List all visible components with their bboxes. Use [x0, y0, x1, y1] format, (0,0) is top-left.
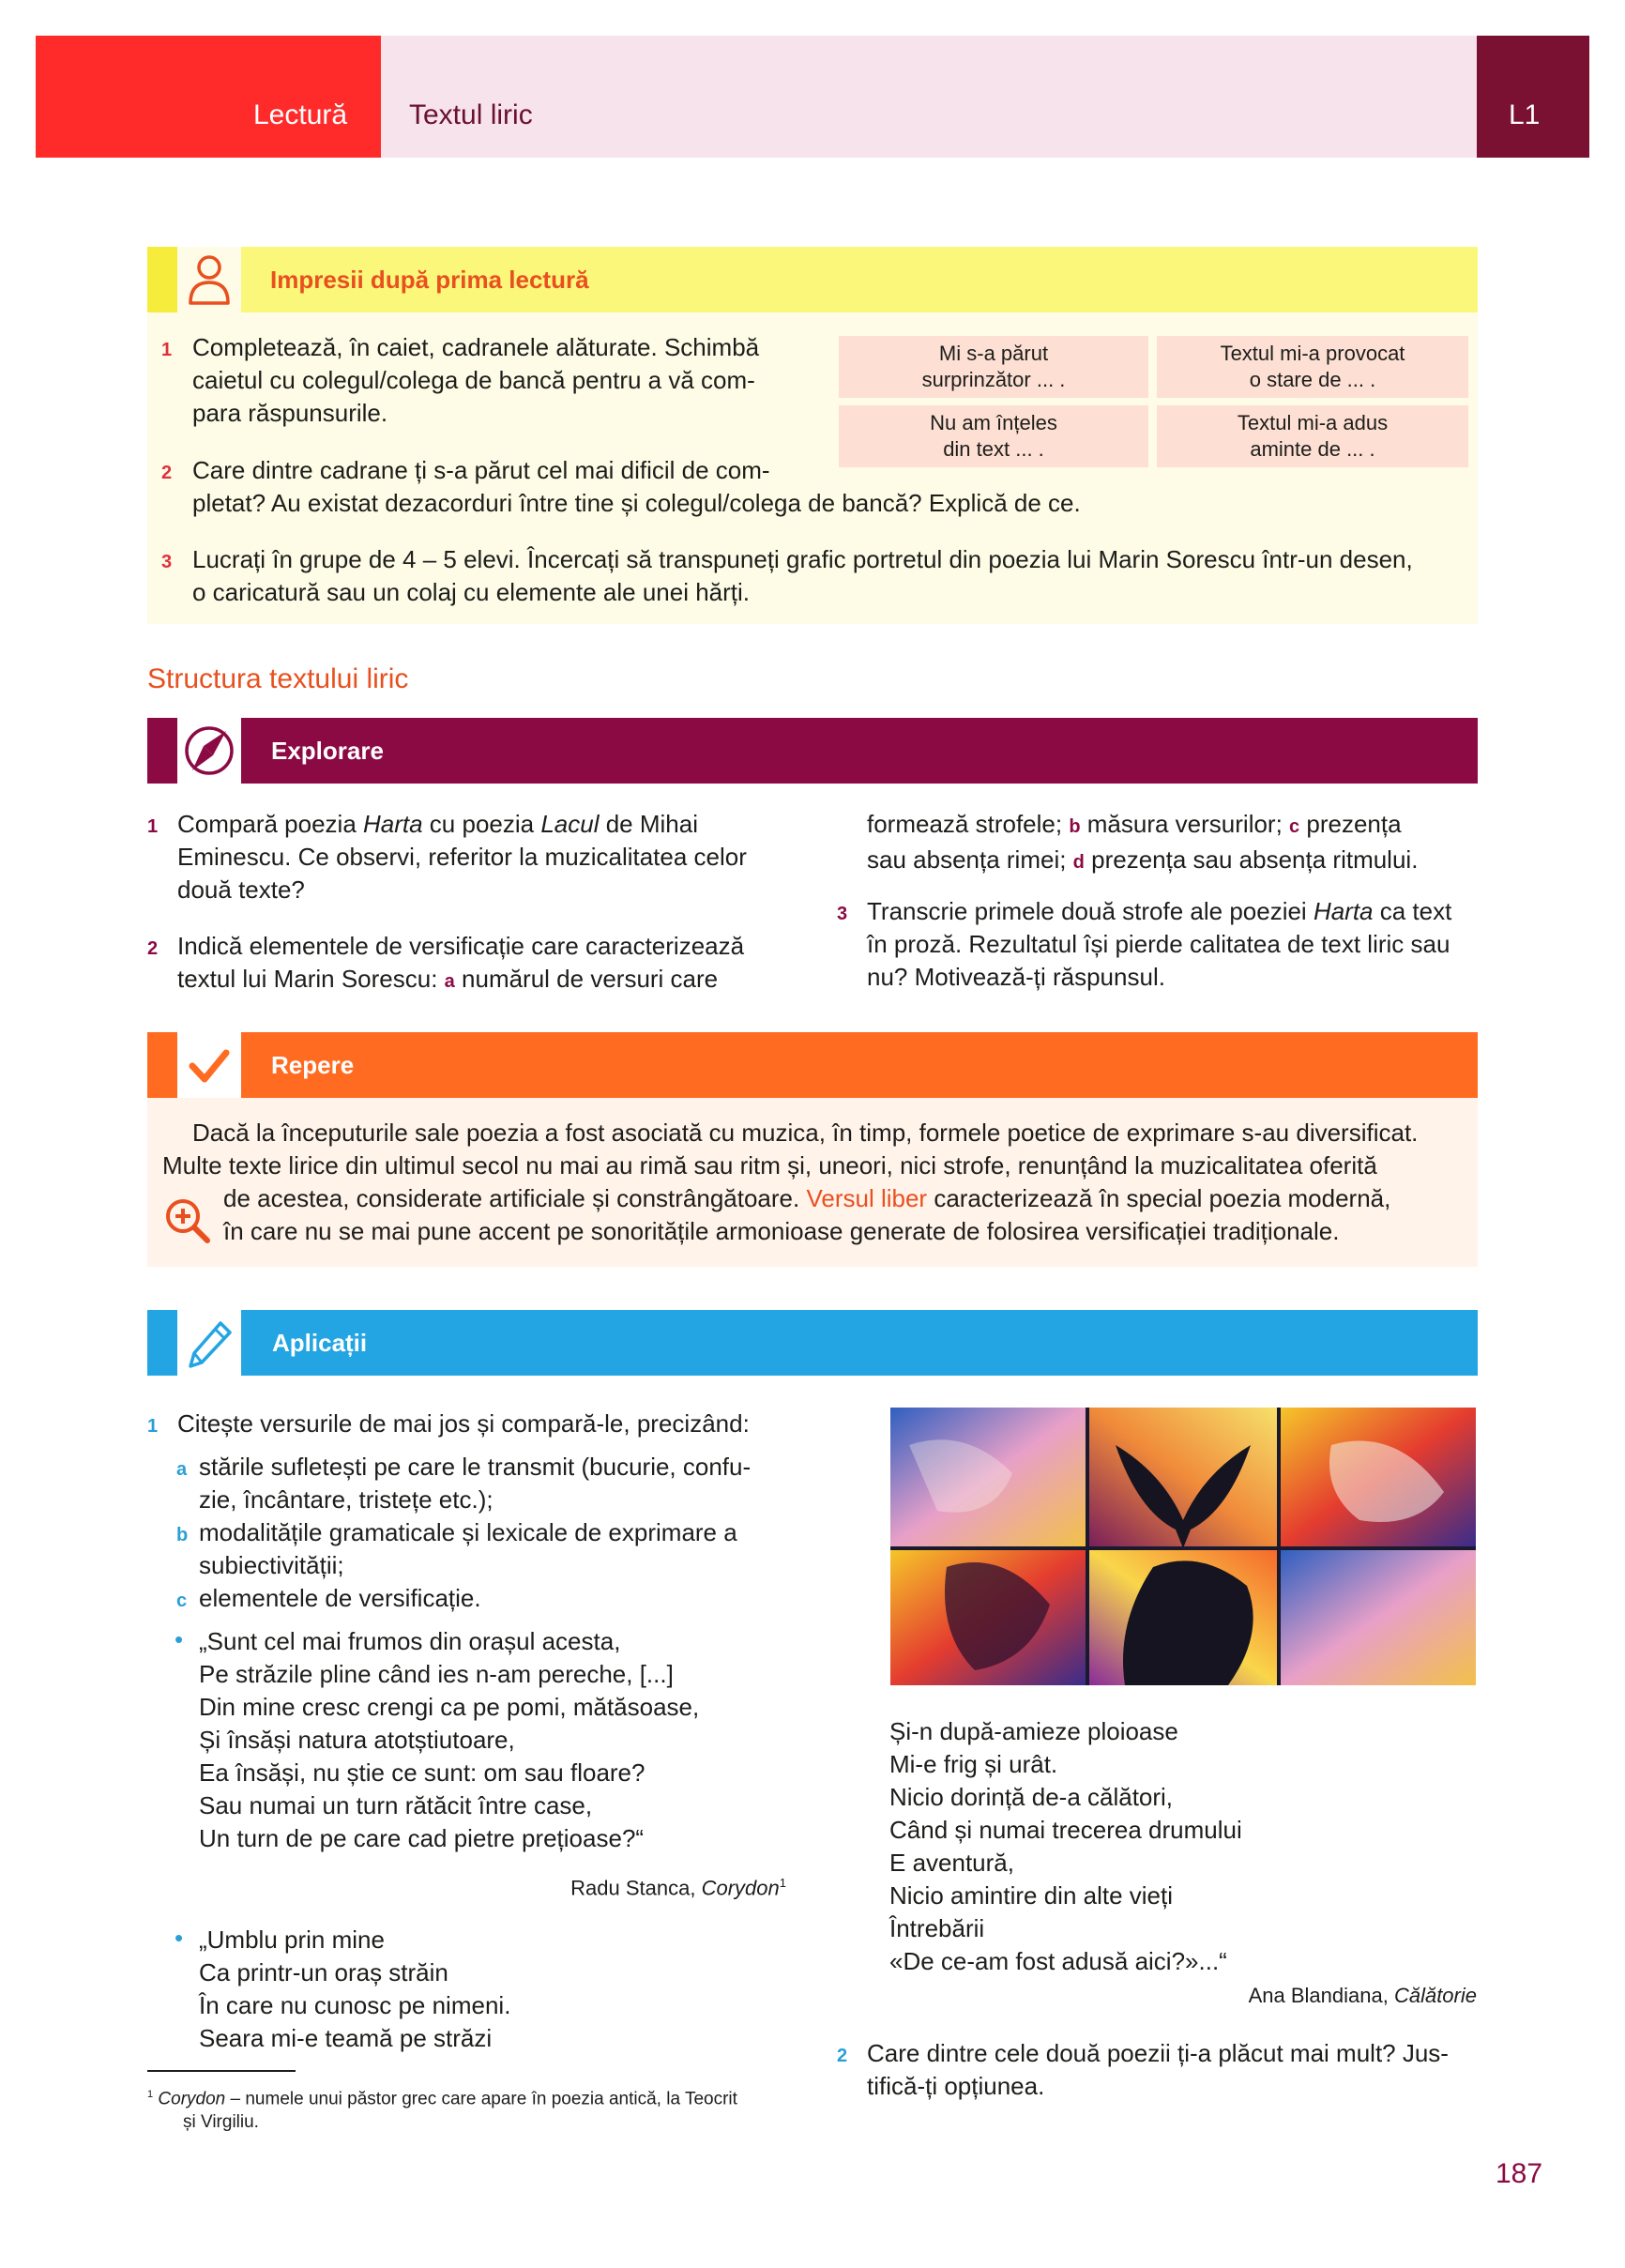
aplicatii-q1: Citește versurile de mai jos și compară-le, precizând:: [177, 1409, 750, 1438]
repere-line: Multe texte lirice din ultimul secol nu mai au rimă sau ritm și, uneori, nici strofe, renunțând la muzicalitatea oferită: [162, 1151, 1377, 1180]
item-letter: b: [176, 1525, 189, 1545]
impresii-q1: [192, 331, 759, 430]
poem-line: Când și numai trecerea drumului: [889, 1816, 1242, 1844]
text-line: pletat? Au existat dezacorduri între tine și colegul/colega de bancă? Explică de ce.: [192, 489, 1081, 517]
text-line: Care dintre cele două poezii ți-a plăcut mai mult? Jus-: [867, 2039, 1449, 2067]
text-line: două texte?: [177, 875, 305, 904]
cell-line: Textul mi-a adus: [1237, 411, 1389, 434]
poem-line: Ca printr-un oraș străin: [199, 1958, 448, 1986]
aplicatii-item-c: elementele de versificație.: [199, 1584, 481, 1612]
explorare-q2: [177, 930, 787, 998]
header-section-band: [36, 36, 381, 158]
poem-calatorie: [199, 1924, 510, 2055]
repere-line: Dacă la începuturile sale poezia a fost asociată cu muzica, în timp, formele poetice de exprimare s-au diversificat.: [192, 1119, 1419, 1147]
item-letter: c: [176, 1591, 188, 1611]
poem-corydon: [199, 1625, 699, 1855]
explorare-title: Explorare: [271, 737, 384, 765]
checkmark-icon: [177, 1032, 241, 1098]
repere-line: de acestea, considerate artificiale și constrângătoare. Versul liber caracterizează în special poezia modernă,: [223, 1184, 1391, 1212]
aplicatii-q2: [867, 2037, 1449, 2103]
text-line: Transcrie primele două strofe ale poeziei Harta ca text: [867, 897, 1452, 925]
question-number: 2: [161, 463, 173, 483]
poem-line: Sau numai un turn rătăcit între case,: [199, 1791, 593, 1819]
compass-icon: [177, 718, 241, 784]
text-line: modalitățile gramaticale și lexicale de exprimare a: [199, 1518, 737, 1546]
text-line: textul lui Marin Sorescu: a numărul de versuri care: [177, 965, 719, 993]
explorare-q2-continued: [867, 808, 1477, 879]
text-line: Eminescu. Ce observi, referitor la muzicalitatea celor: [177, 843, 747, 871]
text-line: Indică elementele de versificație care caracterizează: [177, 932, 745, 960]
header-title: Textul liric: [409, 99, 533, 130]
poem-line: Ea însăși, nu știe ce sunt: om sau floare?: [199, 1758, 645, 1787]
text-line: Lucrați în grupe de 4 – 5 elevi. Încercați să transpuneți grafic portretul din poezia lui Marin Sorescu într-un desen,: [192, 545, 1413, 573]
explorare-q1: [177, 808, 787, 906]
poem-line: «De ce-am fost adusă aici?»...“: [889, 1947, 1227, 1975]
quadrant-cell: [839, 336, 1148, 398]
question-number: 1: [147, 816, 159, 837]
section-heading: Structura textului liric: [147, 663, 409, 694]
poem-line: Un turn de pe care cad pietre prețioase?“: [199, 1824, 645, 1852]
repere-line: în care nu se mai pune accent pe sonoritățile armonioase generate de folosirea versificației tradiționale.: [223, 1217, 1340, 1245]
text-line: para răspunsurile.: [192, 399, 388, 427]
aplicatii-item-b: [199, 1516, 737, 1582]
repere-title: Repere: [271, 1051, 355, 1079]
text-line: stările sufletești pe care le transmit (bucurie, confu-: [199, 1453, 752, 1481]
cell-line: Nu am înțeles: [930, 411, 1057, 434]
impresii-q3: [192, 543, 1413, 609]
cell-line: aminte de ... .: [1250, 437, 1375, 461]
poem-line: Nicio dorință de-a călători,: [889, 1783, 1174, 1811]
pencil-icon: [177, 1310, 241, 1376]
footnote-line-1: $^1$ Corydon – numele unui păstor grec care apare în poezia antică, la Teocrit: [147, 2089, 737, 2109]
text-line: zie, încântare, tristețe etc.);: [199, 1485, 494, 1514]
person-icon: [177, 247, 241, 312]
cell-line: surprinzător ... .: [921, 368, 1066, 391]
text-line: subiectivității;: [199, 1551, 344, 1579]
poem-line: Din mine cresc crengi ca pe pomi, mătăsoase,: [199, 1693, 700, 1721]
poem-line: Și-n după-amieze ploioase: [889, 1717, 1178, 1745]
poem-line: Întrebării: [889, 1914, 985, 1942]
text-line: sau absența rimei; d prezența sau absența ritmului.: [867, 845, 1419, 874]
text-line: o caricatură sau un colaj cu elemente ale unei hărți.: [192, 578, 751, 606]
poem-line: Mi-e frig și urât.: [889, 1750, 1058, 1778]
header-code-band: [1477, 36, 1589, 158]
text-line: nu? Motivează-ți răspunsul.: [867, 963, 1165, 991]
footnote-line-2: și Virgiliu.: [183, 2112, 259, 2133]
question-number: 1: [147, 1416, 159, 1437]
poem-line: Și însăși natura atotștiutoare,: [199, 1726, 515, 1754]
text-line: în proză. Rezultatul își pierde calitatea de text liric sau: [867, 930, 1450, 958]
bullet: •: [175, 1924, 184, 1952]
text-line: formează strofele; b măsura versurilor; c prezența: [867, 810, 1402, 838]
text-line: Completează, în caiet, cadranele alăturate. Schimbă: [192, 333, 760, 361]
footnote: [147, 2083, 737, 2134]
lesson-code: L1: [1509, 99, 1541, 130]
impresii-strip: [147, 247, 177, 312]
versul-liber-term: Versul liber: [806, 1184, 928, 1212]
footnote-divider: [147, 2070, 296, 2072]
poem-line: Nicio amintire din alte vieți: [889, 1881, 1174, 1910]
text-line: Care dintre cadrane ți s-a părut cel mai dificil de com-: [192, 456, 770, 484]
poem-line: Pe străzile pline când ies n-am pereche, [...]: [199, 1660, 674, 1688]
question-number: 2: [837, 2046, 848, 2066]
poem-line: E aventură,: [889, 1849, 1014, 1877]
poem-line: În care nu cunosc pe nimeni.: [199, 1991, 511, 2019]
impresii-q2: [192, 454, 1081, 520]
explorare-q3: [867, 895, 1477, 994]
question-number: 3: [837, 904, 848, 924]
header-title-band: [381, 36, 1477, 158]
question-number: 1: [161, 340, 173, 360]
text-line: caietul cu colegul/colega de bancă pentru a vă com-: [192, 366, 755, 394]
poem-line: „Sunt cel mai frumos din orașul acesta,: [199, 1627, 621, 1655]
quadrant-cell: [1157, 336, 1468, 398]
cell-line: o stare de ... .: [1249, 368, 1376, 391]
poem-calatorie-source: Ana Blandiana, Călătorie: [1248, 1984, 1477, 2007]
impresii-title: Impresii după prima lectură: [270, 266, 589, 294]
cell-line: Textul mi-a provocat: [1220, 342, 1405, 365]
page-number: 187: [1496, 2158, 1543, 2189]
question-number: 2: [147, 938, 159, 959]
item-letter: a: [176, 1459, 188, 1480]
poem-line: Seara mi-e teamă pe străzi: [199, 2024, 493, 2052]
poem-line: „Umblu prin mine: [199, 1926, 385, 1954]
poem-calatorie-continued: [889, 1715, 1242, 1978]
abstract-painting-image: [890, 1408, 1476, 1685]
aplicatii-item-a: [199, 1451, 751, 1516]
bullet: •: [175, 1625, 184, 1653]
text-line: tifică-ți opțiunea.: [867, 2072, 1045, 2100]
question-number: 3: [161, 552, 173, 572]
quadrant-cell: [1157, 405, 1468, 467]
header-section-label: Lectură: [253, 99, 348, 130]
poem-corydon-source: Radu Stanca, Corydon$^1$: [570, 1876, 786, 1900]
magnifier-plus-icon: [162, 1195, 211, 1249]
aplicatii-title: Aplicații: [272, 1329, 368, 1357]
cell-line: din text ... .: [943, 437, 1044, 461]
cell-line: Mi s-a părut: [938, 342, 1049, 365]
text-line: Compară poezia Harta cu poezia Lacul de Mihai: [177, 810, 698, 838]
